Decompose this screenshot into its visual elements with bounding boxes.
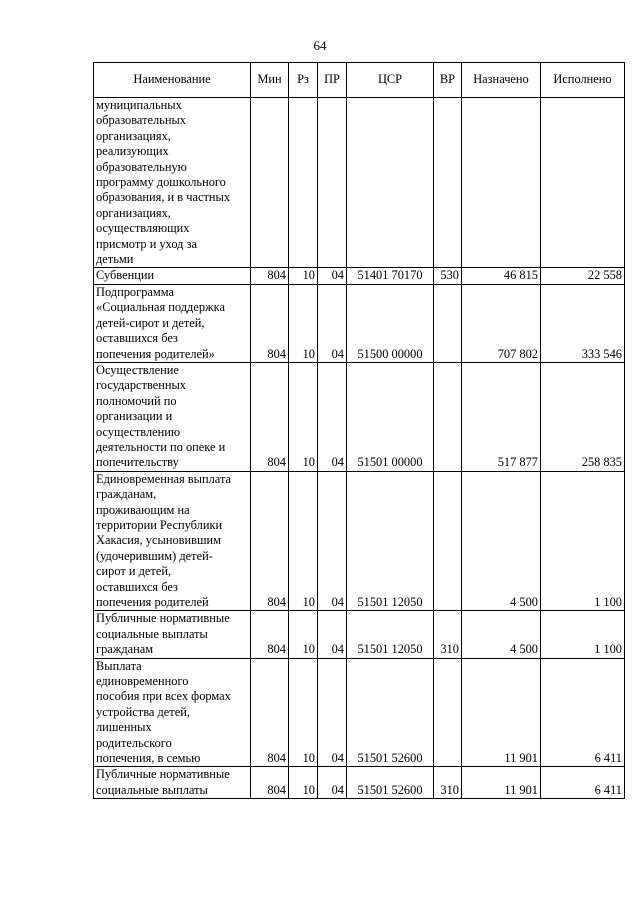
header-assigned: Назначено (462, 63, 541, 98)
row-rz: 10 (289, 362, 318, 471)
row-assigned: 707 802 (462, 284, 541, 362)
row-csr: 51501 12050 (347, 611, 434, 658)
row-name: Осуществление государственных полномочий по организации и осуществлению деятельности по опеке и попечительству (94, 362, 251, 471)
budget-table (93, 62, 625, 799)
row-min: 804 (251, 471, 289, 611)
row-vr: 310 (434, 611, 462, 658)
row-rz: 10 (289, 284, 318, 362)
row-pr (318, 98, 347, 268)
row-executed: 6 411 (541, 767, 625, 799)
row-pr: 04 (318, 611, 347, 658)
row-name: Публичные нормативные социальные выплаты (94, 767, 251, 799)
row-executed: 333 546 (541, 284, 625, 362)
row-min: 804 (251, 268, 289, 284)
row-name: Единовременная выплата гражданам, проживающим на территории Республики Хакасия, усыновившим (удочерившим) детей- сирот и детей, оставшихся без попечения родителей (94, 471, 251, 611)
page-number: 64 (313, 38, 327, 53)
row-min (251, 98, 289, 268)
table-row (94, 767, 625, 799)
header-vr: ВР (434, 63, 462, 98)
row-assigned: 4 500 (462, 471, 541, 611)
header-name: Наименование (94, 63, 251, 98)
row-csr: 51501 00000 (347, 362, 434, 471)
row-min: 804 (251, 362, 289, 471)
row-csr: 51501 52600 (347, 767, 434, 799)
table-row (94, 98, 625, 268)
row-vr (434, 284, 462, 362)
row-assigned: 11 901 (462, 767, 541, 799)
table-header-row (94, 63, 625, 98)
row-pr: 04 (318, 362, 347, 471)
row-rz: 10 (289, 767, 318, 799)
header-min: Мин (251, 63, 289, 98)
row-pr: 04 (318, 767, 347, 799)
row-executed: 1 100 (541, 471, 625, 611)
row-csr: 51401 70170 (347, 268, 434, 284)
row-pr: 04 (318, 471, 347, 611)
row-vr (434, 362, 462, 471)
row-vr: 530 (434, 268, 462, 284)
table-row (94, 362, 625, 471)
row-executed: 22 558 (541, 268, 625, 284)
row-name: Публичные нормативные социальные выплаты гражданам (94, 611, 251, 658)
row-assigned (462, 98, 541, 268)
row-executed (541, 98, 625, 268)
row-name: муниципальных образовательных организациях, реализующих образовательную программу дошкольного образования, и в частных организациях, осуществляющих присмотр и уход за детьми (94, 98, 251, 268)
row-pr: 04 (318, 284, 347, 362)
row-assigned: 46 815 (462, 268, 541, 284)
table-row (94, 284, 625, 362)
row-pr: 04 (318, 658, 347, 767)
row-executed: 6 411 (541, 658, 625, 767)
table-row (94, 268, 625, 284)
header-rz: Рз (289, 63, 318, 98)
row-assigned: 4 500 (462, 611, 541, 658)
row-min: 804 (251, 611, 289, 658)
row-rz: 10 (289, 658, 318, 767)
row-vr: 310 (434, 767, 462, 799)
row-vr (434, 98, 462, 268)
row-pr: 04 (318, 268, 347, 284)
header-executed: Исполнено (541, 63, 625, 98)
row-executed: 1 100 (541, 611, 625, 658)
row-executed: 258 835 (541, 362, 625, 471)
row-name: Подпрограмма «Социальная поддержка детей-сирот и детей, оставшихся без попечения родителей» (94, 284, 251, 362)
row-csr: 51501 52600 (347, 658, 434, 767)
row-min: 804 (251, 284, 289, 362)
row-rz: 10 (289, 611, 318, 658)
table-row (94, 658, 625, 767)
row-assigned: 11 901 (462, 658, 541, 767)
row-csr (347, 98, 434, 268)
row-rz: 10 (289, 471, 318, 611)
header-csr: ЦСР (347, 63, 434, 98)
row-csr: 51501 12050 (347, 471, 434, 611)
row-min: 804 (251, 658, 289, 767)
table-row (94, 471, 625, 611)
row-rz (289, 98, 318, 268)
row-name: Субвенции (94, 268, 251, 284)
row-vr (434, 658, 462, 767)
row-assigned: 517 877 (462, 362, 541, 471)
row-min: 804 (251, 767, 289, 799)
row-csr: 51500 00000 (347, 284, 434, 362)
table-row (94, 611, 625, 658)
row-name: Выплата единовременного пособия при всех формах устройства детей, лишенных родительского попечения, в семью (94, 658, 251, 767)
row-vr (434, 471, 462, 611)
row-rz: 10 (289, 268, 318, 284)
header-pr: ПР (318, 63, 347, 98)
